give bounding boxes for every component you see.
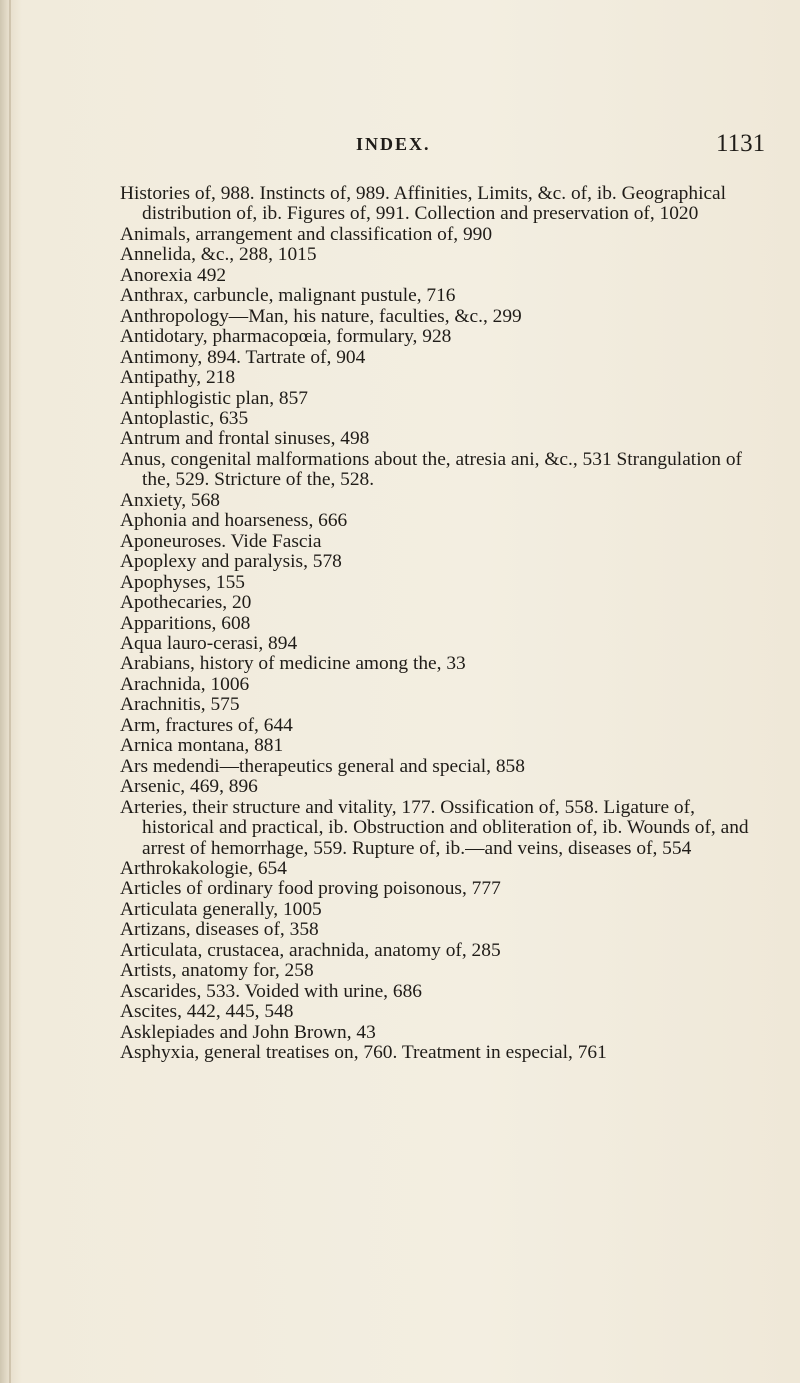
index-entry (120, 614, 760, 634)
index-entry (120, 368, 760, 388)
index-entry (120, 286, 760, 306)
entry-text: Aqua lauro-cerasi, 894 (120, 632, 298, 654)
index-entry (120, 327, 760, 347)
index-entry (120, 1002, 760, 1022)
entry-text: Arteries, their structure and vitality, 177. Ossification of, 558. Ligature of, historical and practical, ib. Obstruction and obliteration of, ib. Wounds of, and arrest of hemorrhage, 559. Rupture of, ib.—and veins, diseases of, 554 (120, 796, 749, 859)
entry-text: Arthrokakologie, 654 (120, 857, 287, 879)
entry-text: Apophyses, 155 (120, 571, 245, 593)
index-entry (120, 429, 760, 449)
index-entries (120, 184, 760, 1063)
entry-text: Aponeuroses. Vide Fascia (120, 530, 322, 552)
index-entry (120, 225, 760, 245)
index-entry (120, 757, 760, 777)
entry-text: Artizans, diseases of, 358 (120, 919, 319, 941)
entry-text: Arnica montana, 881 (120, 735, 284, 757)
entry-text: Anxiety, 568 (120, 489, 220, 511)
index-entry (120, 736, 760, 756)
index-entry (120, 920, 760, 940)
index-entry (120, 675, 760, 695)
index-entry (120, 184, 760, 225)
index-entry (120, 348, 760, 368)
index-entry (120, 573, 760, 593)
index-entry (120, 716, 760, 736)
entry-text: Antidotary, pharmacopœia, formulary, 928 (120, 326, 452, 348)
index-entry (120, 552, 760, 572)
index-entry (120, 593, 760, 613)
index-entry (120, 777, 760, 797)
index-entry (120, 245, 760, 265)
entry-text: Asklepiades and John Brown, 43 (120, 1021, 376, 1043)
index-entry (120, 409, 760, 429)
entry-text: Antiphlogistic plan, 857 (120, 387, 308, 409)
entry-text: Histories of, 988. Instincts of, 989. Affinities, Limits, &c. of, ib. Geographical distribution of, ib. Figures of, 991. Collection and preservation of, 1020 (120, 183, 727, 225)
index-entry (120, 695, 760, 715)
entry-text: Anthrax, carbuncle, malignant pustule, 716 (120, 285, 456, 307)
entry-text: Articulata, crustacea, arachnida, anatomy of, 285 (120, 939, 501, 961)
entry-text: Aphonia and hoarseness, 666 (120, 510, 348, 532)
running-header (0, 130, 800, 164)
entry-text: Arsenic, 469, 896 (120, 776, 258, 798)
entry-text: Ars medendi—therapeutics general and special, 858 (120, 755, 525, 777)
index-entry (120, 511, 760, 531)
index-entry (120, 1023, 760, 1043)
index-entry (120, 941, 760, 961)
entry-text: Animals, arrangement and classification of, 990 (120, 223, 493, 245)
entry-text: Articles of ordinary food proving poisonous, 777 (120, 878, 501, 900)
index-entry (120, 491, 760, 511)
entry-text: Artists, anatomy for, 258 (120, 960, 314, 982)
index-entry (120, 982, 760, 1002)
entry-text: Annelida, &c., 288, 1015 (120, 244, 317, 266)
page-gutter (9, 0, 11, 1383)
entry-text: Apoplexy and paralysis, 578 (120, 551, 342, 573)
index-entry (120, 654, 760, 674)
index-entry (120, 634, 760, 654)
index-entry (120, 900, 760, 920)
index-entry (120, 1043, 760, 1063)
entry-text: Apparitions, 608 (120, 612, 251, 634)
entry-text: Ascarides, 533. Voided with urine, 686 (120, 980, 422, 1002)
entry-text: Apothecaries, 20 (120, 592, 252, 614)
header-title: INDEX. (356, 134, 431, 154)
entry-text: Ascites, 442, 445, 548 (120, 1001, 294, 1023)
index-entry (120, 389, 760, 409)
entry-text: Antrum and frontal sinuses, 498 (120, 428, 370, 450)
entry-text: Arachnitis, 575 (120, 694, 240, 716)
entry-text: Arabians, history of medicine among the, 33 (120, 653, 466, 675)
entry-text: Anorexia 492 (120, 264, 227, 286)
index-entry (120, 859, 760, 879)
index-entry (120, 307, 760, 327)
entry-text: Arm, fractures of, 644 (120, 714, 293, 736)
index-entry (120, 798, 760, 859)
entry-text: Antipathy, 218 (120, 367, 236, 389)
entry-text: Antoplastic, 635 (120, 407, 249, 429)
index-entry (120, 266, 760, 286)
entry-text: Articulata generally, 1005 (120, 898, 322, 920)
index-entry (120, 961, 760, 981)
entry-text: Asphyxia, general treatises on, 760. Treatment in especial, 761 (120, 1042, 607, 1064)
entry-text: Antimony, 894. Tartrate of, 904 (120, 346, 366, 368)
entry-text: Arachnida, 1006 (120, 673, 250, 695)
page-number: 1131 (716, 130, 766, 157)
entry-text: Anthropology—Man, his nature, faculties, &c., 299 (120, 305, 522, 327)
index-entry (120, 879, 760, 899)
index-entry (120, 532, 760, 552)
entry-text: Anus, congenital malformations about the, atresia ani, &c., 531 Strangulation of the, 529. Stricture of the, 528. (120, 448, 742, 491)
index-entry (120, 450, 760, 491)
